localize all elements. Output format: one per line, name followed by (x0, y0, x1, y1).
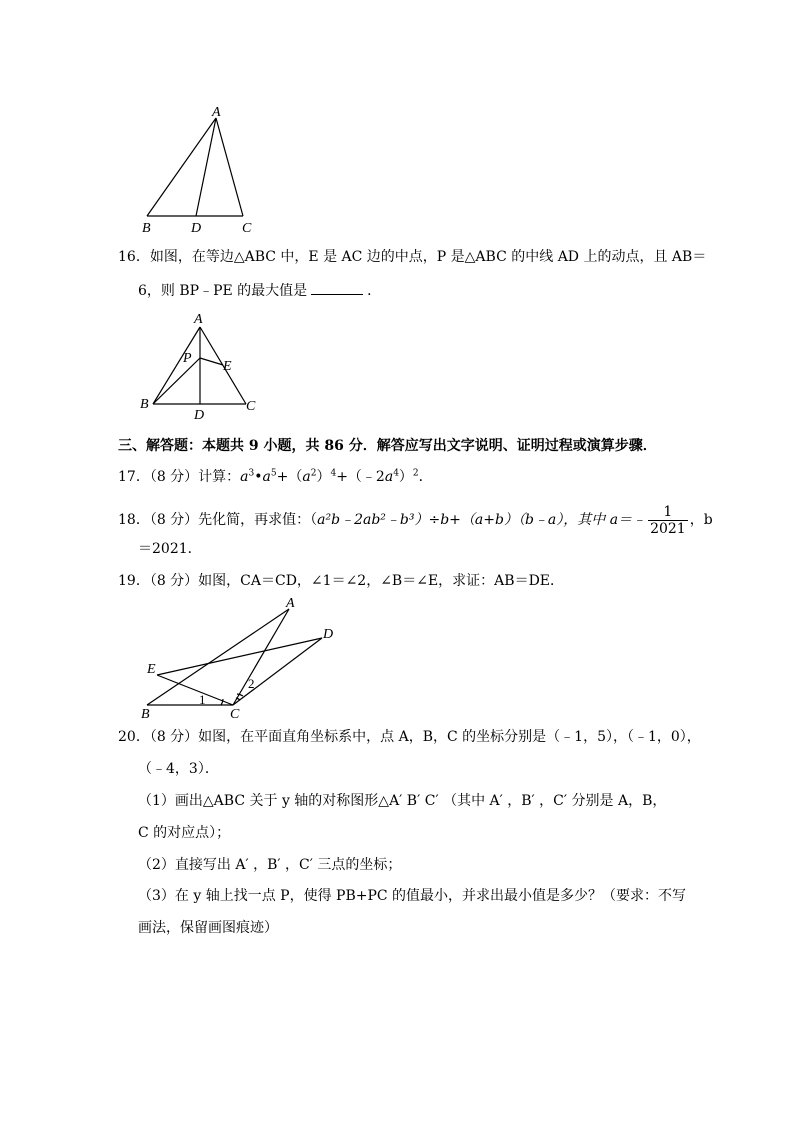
section-3-heading: 三、解答题：本题共 9 小题，共 86 分．解答应写出文字说明、证明过程或演算步骤． (118, 438, 657, 454)
q17-exp-2b: 2 (412, 468, 419, 479)
fig3-label-e: E (147, 662, 156, 677)
q18-line2: ＝2021． (138, 541, 202, 557)
fig1-label-d: D (191, 221, 202, 236)
q17-var-a1: a (240, 469, 249, 485)
q16-line2-text: 6，则 BP﹣PE 的最大值是 (138, 283, 308, 299)
q17-exp-3: 3 (248, 468, 255, 479)
q17-dot: • (254, 469, 263, 485)
q17-var-a3: a (302, 469, 311, 485)
q17-close1: ） (316, 469, 331, 485)
fig2-label-d: D (194, 408, 205, 423)
q17-prefix: 17．（8 分）计算： (118, 469, 241, 485)
q18-fraction (648, 504, 688, 537)
q17-exp-2: 2 (310, 468, 317, 479)
fig3-angle-2: 2 (248, 676, 255, 691)
fig3-angle-1: 1 (199, 692, 206, 707)
q20-part3a: （3）在 y 轴上找一点 P，使得 PB+PC 的值最小，并求出最小值是多少？（要求：不写 (138, 888, 687, 904)
q19: 19．（8 分）如图，CA＝CD，∠1＝∠2，∠B＝∠E，求证：AB＝DE． (118, 573, 565, 589)
fig2-label-b: B (140, 397, 149, 412)
fig3-label-d: D (323, 627, 334, 642)
q20-part1a: （1）画出△ABC 关于 y 轴的对称图形△A′ B′ C′ （其中 A′ ，B′ ，C′ 分别是 A，B， (138, 793, 667, 809)
q18-fraction-num: 1 (648, 504, 688, 521)
q17-plus1: +（ (276, 469, 303, 485)
q17-end: ． (418, 469, 433, 485)
q17-exp-4: 4 (330, 468, 337, 479)
fig3-label-c: C (230, 707, 240, 722)
q16-line2-end: ． (367, 283, 382, 299)
q18-line1 (118, 500, 713, 540)
fig2-label-e: E (223, 359, 232, 374)
q17-exp-5: 5 (270, 468, 277, 479)
q17-exp-4b: 4 (393, 468, 399, 479)
fig3-label-a: A (286, 596, 295, 611)
q16-line2 (138, 281, 381, 301)
q16-line1: 16．如图，在等边△ABC 中，E 是 AC 边的中点，P 是△ABC 的中线 AD 上的动点，且 AB＝ (118, 249, 707, 265)
q20-line1: 20．（8 分）如图，在平面直角坐标系中，点 A，B，C 的坐标分别是（﹣1，5），（﹣1，0）， (118, 729, 701, 745)
q17-var-a4: a (384, 469, 394, 485)
q17-var-a2: a (262, 469, 271, 485)
q18-prefix: 18．（8 分）先化简，再求值：（ (118, 512, 318, 528)
q17 (118, 467, 433, 487)
fig3-label-b: B (141, 707, 150, 722)
fig2-label-a: A (194, 312, 203, 327)
fig2-label-p: P (183, 351, 192, 366)
q18-tail: ，b (689, 512, 713, 528)
q16-answer-blank[interactable] (311, 282, 363, 295)
q17-close2: ） (398, 469, 413, 485)
fig1-label-b: B (142, 221, 151, 236)
q20-part3b: 画法，保留画图痕迹） (138, 920, 278, 936)
q17-plus2: +（﹣2 (336, 469, 385, 485)
fig2-label-c: C (246, 399, 256, 414)
fig1-label-c: C (242, 221, 252, 236)
fig1-label-a: A (212, 105, 221, 120)
q20-part2: （2）直接写出 A′ ，B′ ，C′ 三点的坐标； (138, 857, 402, 873)
q20-line2: （﹣4，3）． (138, 761, 219, 777)
q18-fraction-den: 2021 (650, 520, 686, 537)
q20-part1b: C 的对应点）； (138, 825, 231, 841)
q18-expression: a²b﹣2ab²﹣b³）÷b+（a+b）（b﹣a），其中 a＝﹣ (317, 512, 647, 528)
